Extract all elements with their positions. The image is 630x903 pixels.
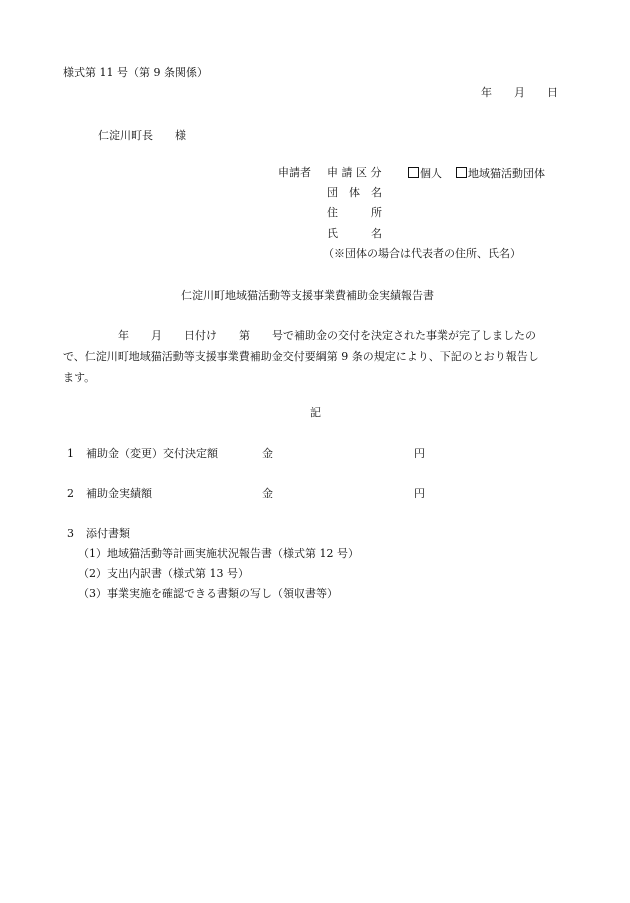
document-title: 仁淀川町地域猫活動等支援事業費補助金実績報告書: [181, 289, 434, 302]
item-unit: 円: [414, 487, 425, 500]
item-number: 2: [67, 487, 74, 500]
group-name-label: 団 体 名: [327, 186, 382, 199]
option-individual[interactable]: [408, 167, 442, 179]
attachments-label: 添付書類: [86, 527, 130, 540]
item-label: 補助金実績額: [86, 487, 152, 500]
attachment-item: （1）地域猫活動等計画実施状況報告書（様式第 12 号）: [78, 547, 359, 560]
checkbox-icon[interactable]: [408, 167, 419, 178]
address-label: 住 所: [327, 206, 382, 219]
attachments-number: 3: [67, 527, 74, 540]
option-group-label: 地域猫活動団体: [468, 167, 545, 180]
attachment-item: （3）事業実施を確認できる書類の写し（領収書等）: [78, 587, 338, 600]
applicant-role-label: 申請者: [278, 166, 311, 179]
item-label: 補助金（変更）交付決定額: [86, 447, 218, 460]
body-paragraph: [63, 325, 573, 388]
addressee: 仁淀川町長 様: [98, 129, 186, 142]
attachment-item: （2）支出内訳書（様式第 13 号）: [78, 567, 249, 580]
representative-note: （※団体の場合は代表者の住所、氏名）: [323, 247, 521, 260]
application-category-label: 申 請 区 分: [327, 166, 382, 179]
form-number: 様式第 11 号（第 9 条関係）: [63, 66, 208, 79]
body-line: 年 月 日付け 第 号で補助金の交付を決定された事業が完了しましたの: [63, 329, 536, 342]
item-number: 1: [67, 447, 74, 460]
item-prefix: 金: [262, 487, 273, 500]
ki-heading: 記: [310, 406, 321, 419]
item-prefix: 金: [262, 447, 273, 460]
option-individual-label: 個人: [420, 167, 442, 180]
body-line: ます。: [63, 371, 96, 384]
name-label: 氏 名: [327, 227, 382, 240]
option-group[interactable]: [456, 167, 545, 179]
item-unit: 円: [414, 447, 425, 460]
body-line: で、仁淀川町地域猫活動等支援事業費補助金交付要綱第 9 条の規定により、下記のとおり報告し: [63, 350, 539, 363]
date-line: 年 月 日: [481, 86, 558, 99]
checkbox-icon[interactable]: [456, 167, 467, 178]
